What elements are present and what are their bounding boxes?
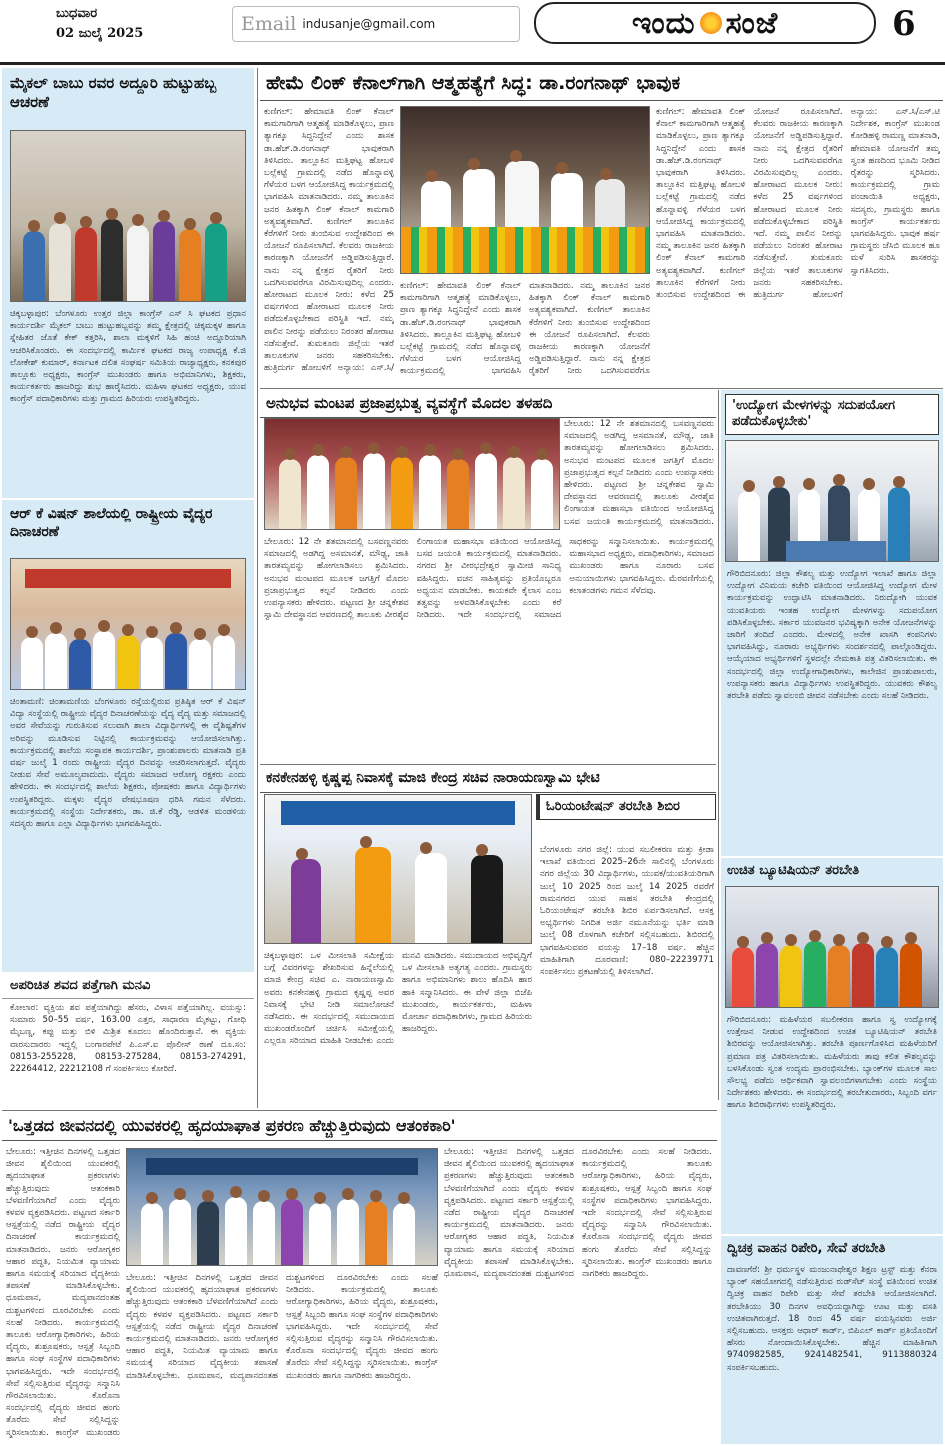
article-body: ಕೋಲಾರ: ವ್ಯಕ್ತಿಯ ಶವ ಪತ್ತೆಯಾಗಿದ್ದು ಹೆಸರು, ವಿಳಾಸ ಪತ್ತೆಯಾಗಿಲ್ಲ. ವಯಸ್ಸು: ಸುಮಾರು 50–55 ವರ್ಷ, 163.00 ಎತ್ತರ, ಸಾಧಾರಣ ಮೈಕಟ್ಟು, ಗೋಧಿ ಮೈಬಣ್ಣ, ಕಪ್ಪು ಮತ್ತು ಬಿಳಿ ಮಿಶ್ರಿತ ಕೂದಲು ಹೊಂದಿರುತ್ತಾನೆ. ಈ ವ್ಯಕ್ತಿಯ ವಾರಸುದಾರರು ಇದ್ದಲ್ಲಿ ಬಂಗಾರಪೇಟೆ ಪಿ.ಎಸ್.ಐ ಪೊಲೀಸ್ ಠಾಣೆ ದೂ.ಸಂ: 08153-255228, 08153-275284, 08153-274291, 22264412, 22212108 ಗೆ ಸಂಪರ್ಕಿಸಲು ಕೋರಿದೆ. xyxy=(10,1003,246,1075)
article-headline: ಓರಿಯಂಟೇಷನ್ ತರಬೇತಿ ಶಿಬಿರ xyxy=(536,794,716,820)
article-rk-vision xyxy=(2,500,254,972)
article-headline: ಅನುಭವ ಮಂಟಪ ಪ್ರಜಾಪ್ರಭುತ್ವ ವ್ಯವಸ್ಥೆಗೆ ಮೊದಲ ತಳಹದಿ xyxy=(260,390,716,418)
article-unknown-body xyxy=(2,974,254,1104)
article-body: ಚಿಂತಾಮಣಿ: ಚಿಂತಾಮಣಿಯ ಬೆಂಗಳೂರು ರಸ್ತೆಯಲ್ಲಿರುವ ಪ್ರತಿಷ್ಠಿತ ಆರ್ ಕೆ ವಿಷನ್ ವಿದ್ಯಾ ಸಂಸ್ಥೆಯಲ್ಲಿ ರಾಷ್ಟ್ರೀಯ ವೈದ್ಯರ ದಿನಾಚರಣೆಯನ್ನು ವೈದ್ಯ ವೈದ್ಯ ಮತ್ತು ಸಮಾಜದಲ್ಲಿ ಅವರ ಸೇವೆಯನ್ನು ಗುರುತಿಸುವ ಸಲುವಾಗಿ ಶಾಲಾ ವಿದ್ಯಾರ್ಥಿಗಳಲ್ಲಿ ಈ ವೈಶಿಷ್ಟತೆಗಳ ಅರಿವನ್ನು ಮೂಡಿಸುವ ನಿಟ್ಟಿನಲ್ಲಿ ಕಾರ್ಯಕ್ರಮವನ್ನು ಆಯೋಜಿಸಲಾಗಿತ್ತು. ಕಾರ್ಯಕ್ರಮದಲ್ಲಿ ಶಾಲೆಯ ಸಂಸ್ಥಾಪಕ ಕಾರ್ಯದರ್ಶಿ, ಪ್ರಾಂಶುಪಾಲರು ಮಾತನಾಡಿ ಪ್ರತಿ ವರ್ಷ ಜುಲೈ 1 ರಂದು ರಾಷ್ಟ್ರೀಯ ವೈದ್ಯರ ದಿನವನ್ನು ಆಚರಿಸಲಾಗುತ್ತದೆ. ವೈದ್ಯರು ನೀಡುವ ಸೇವೆ ಅಮೂಲ್ಯವಾದುದು. ವೈದ್ಯರು ಸಮಾಜದ ಆರೋಗ್ಯ ರಕ್ಷಕರು ಎಂದು ಹೇಳಿದರು. ಈ ಸಂದರ್ಭದಲ್ಲಿ ಶಾಲೆಯ ಶಿಕ್ಷಕರು, ಪೋಷಕರು ಹಾಗೂ ವಿದ್ಯಾರ್ಥಿಗಳು ಉಪಸ್ಥಿತರಿದ್ದರು. ಮಕ್ಕಳು ವೈದ್ಯರ ವೇಷಭೂಷಣ ಧರಿಸಿ ಗಮನ ಸೆಳೆದರು. ಕಾರ್ಯಕ್ರಮದಲ್ಲಿ ಸಂಸ್ಥೆಯ ನಿರ್ದೇಶಕರು, ಡಾ. ಜಿ.ಕೆ ರೆಡ್ಡಿ, ಆಡಳಿತ ಮಂಡಳಿಯ ಸದಸ್ಯರು ಹಾಗೂ ಎಲ್ಲಾ ವಿದ್ಯಾರ್ಥಿಗಳು ಭಾಗವಹಿಸಿದ್ದರು. xyxy=(10,697,246,830)
article-headline: ಮೈಕಲ್ ಬಾಬು ರವರ ಅದ್ದೂರಿ ಹುಟ್ಟುಹಬ್ಬ ಆಚರಣೆ xyxy=(10,74,217,111)
article-orientation-camp xyxy=(536,794,716,1106)
article-body-bottom: ಬೇಲೂರು: ಇತ್ತೀಚಿನ ದಿನಗಳಲ್ಲಿ ಒತ್ತಡದ ಜೀವನ ಶೈಲಿಯಿಂದ ಯುವಕರಲ್ಲಿ ಹೃದಯಾಘಾತ ಪ್ರಕರಣಗಳು ಹೆಚ್ಚುತ್ತಿರುವುದು ಆತಂಕಕಾರಿ ಬೆಳವಣಿಗೆಯಾಗಿದೆ ಎಂದು ವೈದ್ಯರು ಕಳವಳ ವ್ಯಕ್ತಪಡಿಸಿದರು. ಪಟ್ಟಣದ ಸರ್ಕಾರಿ ಆಸ್ಪತ್ರೆಯಲ್ಲಿ ನಡೆದ ರಾಷ್ಟ್ರೀಯ ವೈದ್ಯರ ದಿನಾಚರಣೆ ಕಾರ್ಯಕ್ರಮದಲ್ಲಿ ಮಾತನಾಡಿದರು. ಜನರು ಆರೋಗ್ಯಕರ ಆಹಾರ ಪದ್ಧತಿ, ನಿಯಮಿತ ವ್ಯಾಯಾಮ ಹಾಗೂ ಸಮಯಕ್ಕೆ ಸರಿಯಾದ ವೈದ್ಯಕೀಯ ತಪಾಸಣೆ ಮಾಡಿಸಿಕೊಳ್ಳಬೇಕು. ಧೂಮಪಾನ, ಮದ್ಯಪಾನದಂತಹ ದುಶ್ಚಟಗಳಿಂದ ದೂರವಿರಬೇಕು ಎಂದು ಸಲಹೆ ನೀಡಿದರು. ಕಾರ್ಯಕ್ರಮದಲ್ಲಿ ತಾಲೂಕು ಆರೋಗ್ಯಾಧಿಕಾರಿಗಳು, ಹಿರಿಯ ವೈದ್ಯರು, ಶುಶ್ರೂಷಕರು, ಆಸ್ಪತ್ರೆ ಸಿಬ್ಬಂದಿ ಹಾಗೂ ಸಂಘ ಸಂಸ್ಥೆಗಳ ಪದಾಧಿಕಾರಿಗಳು ಭಾಗವಹಿಸಿದ್ದರು. ಇದೇ ಸಂದರ್ಭದಲ್ಲಿ ಸೇವೆ ಸಲ್ಲಿಸುತ್ತಿರುವ ವೈದ್ಯರನ್ನು ಸನ್ಮಾನಿಸಿ ಗೌರವಿಸಲಾಯಿತು. ಕೊರೊನಾ ಸಂದರ್ಭದಲ್ಲಿ ವೈದ್ಯರು ಜೀವದ ಹಂಗು ತೊರೆದು ಸೇವೆ ಸಲ್ಲಿಸಿದ್ದನ್ನು ಸ್ಮರಿಸಲಾಯಿತು. ಕಾಂಗ್ರೆಸ್ ಮುಖಂಡರು ಹಾಗೂ ನಾಗರಿಕರು ಹಾಜರಿದ್ದರು. xyxy=(126,1273,438,1381)
sun-icon xyxy=(700,12,722,34)
article-body: ಗೌರಿಬಿದನೂರು: ಮಹಿಳೆಯರ ಸಬಲೀಕರಣ ಹಾಗೂ ಸ್ವ ಉದ್ಯೋಗಕ್ಕೆ ಉತ್ತೇಜನ ನೀಡುವ ಉದ್ದೇಶದಿಂದ ಉಚಿತ ಬ್ಯೂಟಿಷಿಯನ್ ತರಬೇತಿ ಶಿಬಿರವನ್ನು ಆಯೋಜಿಸಲಾಗಿತ್ತು. ತರಬೇತಿ ಪೂರ್ಣಗೊಳಿಸಿದ ಮಹಿಳೆಯರಿಗೆ ಪ್ರಮಾಣ ಪತ್ರ ವಿತರಿಸಲಾಯಿತು. ಮಹಿಳೆಯರು ತಾವು ಕಲಿತ ಕೌಶಲ್ಯವನ್ನು ಬಳಸಿಕೊಂಡು ಸ್ವಂತ ಉದ್ಯಮ ಪ್ರಾರಂಭಿಸಬೇಕು. ಬ್ಯಾಂಕ್‌ಗಳ ಮೂಲಕ ಸಾಲ ಸೌಲಭ್ಯ ಪಡೆದು ಆರ್ಥಿಕವಾಗಿ ಸ್ವಾವಲಂಬಿಗಳಾಗಬೇಕು ಎಂದು ಸಂಸ್ಥೆಯ ನಿರ್ದೇಶಕರು ಹೇಳಿದರು. ಈ ಸಂದರ್ಭದಲ್ಲಿ ತರಬೇತುದಾರರು, ಸಿಬ್ಬಂದಿ ವರ್ಗ ಹಾಗೂ ಶಿಬಿರಾರ್ಥಿಗಳು ಉಪಸ್ಥಿತರಿದ್ದರು. xyxy=(727,1015,937,1111)
article-headline: ಕನಕೇನಹಳ್ಳಿ ಕೃಷ್ಣಪ್ಪ ನಿವಾಸಕ್ಕೆ ಮಾಜಿ ಕೇಂದ್ರ ಸಚಿವ ನಾರಾಯಣಸ್ವಾಮಿ ಭೇಟಿ xyxy=(260,766,716,793)
article-photo xyxy=(10,558,246,690)
page-number: 6 xyxy=(892,4,916,44)
section-divider xyxy=(2,1110,717,1111)
article-body: ಗೌರಿಬಿದನೂರು: ಜಿಲ್ಲಾ ಕೌಶಲ್ಯ ಮತ್ತು ಉದ್ಯೋಗ ಇಲಾಖೆ ಹಾಗೂ ಜಿಲ್ಲಾ ಉದ್ಯೋಗ ವಿನಿಮಯ ಕಚೇರಿ ವತಿಯಿಂದ ಆಯೋಜಿಸಿದ್ದ ಉದ್ಯೋಗ ಮೇಳ ಕಾರ್ಯಕ್ರಮವನ್ನು ಉದ್ಘಾಟಿಸಿ ಮಾತನಾಡಿದರು. ನಿರುದ್ಯೋಗಿ ಯುವಕ ಯುವತಿಯರು ಇಂತಹ ಉದ್ಯೋಗ ಮೇಳಗಳನ್ನು ಸದುಪಯೋಗ ಪಡಿಸಿಕೊಳ್ಳಬೇಕು. ಸರ್ಕಾರ ಯುವಜನರ ಭವಿಷ್ಯಕ್ಕಾಗಿ ಅನೇಕ ಯೋಜನೆಗಳನ್ನು ಜಾರಿಗೆ ತಂದಿದೆ ಎಂದರು. ಮೇಳದಲ್ಲಿ ಅನೇಕ ಖಾಸಗಿ ಕಂಪನಿಗಳು ಭಾಗವಹಿಸಿದ್ದು, ನೂರಾರು ಅಭ್ಯರ್ಥಿಗಳು ಸಂದರ್ಶನದಲ್ಲಿ ಪಾಲ್ಗೊಂಡಿದ್ದರು. ಆಯ್ಕೆಯಾದ ಅಭ್ಯರ್ಥಿಗಳಿಗೆ ಸ್ಥಳದಲ್ಲೇ ನೇಮಕಾತಿ ಪತ್ರ ವಿತರಿಸಲಾಯಿತು. ಈ ಸಂದರ್ಭದಲ್ಲಿ ಜಿಲ್ಲಾ ಉದ್ಯೋಗಾಧಿಕಾರಿಗಳು, ಕಾಲೇಜಿನ ಪ್ರಾಂಶುಪಾಲರು, ಉಪನ್ಯಾಸಕರು ಹಾಗೂ ವಿದ್ಯಾರ್ಥಿಗಳು ಉಪಸ್ಥಿತರಿದ್ದರು. ಯುವಕರು ಕೌಶಲ್ಯ ತರಬೇತಿ ಪಡೆದು ಸ್ವಾವಲಂಬಿ ಜೀವನ ನಡೆಸಬೇಕು ಎಂದು ಸಲಹೆ ನೀಡಿದರು. xyxy=(727,569,937,702)
article-anubhava-mantapa xyxy=(260,390,716,762)
column-divider xyxy=(257,68,258,1108)
masthead-day: ಬುಧವಾರ xyxy=(56,6,98,21)
logo-text-right: ಸಂಜೆ xyxy=(725,5,779,41)
article-photo xyxy=(264,794,532,944)
section-divider xyxy=(260,388,943,389)
article-body: ಬೇಲೂರು: 12 ನೇ ಶತಮಾನದಲ್ಲಿ ಬಸವಣ್ಣನವರು ಸಮಾಜದಲ್ಲಿ ಅಡಗಿದ್ದ ಅಸಮಾನತೆ, ಮೌಢ್ಯ, ಜಾತಿ ತಾರತಮ್ಯವನ್ನು ಹೋಗಲಾಡಿಸಲು ಶ್ರಮಿಸಿದರು. ಅನುಭವ ಮಂಟಪದ ಮೂಲಕ ಜಗತ್ತಿಗೆ ಮೊದಲ ಪ್ರಜಾಪ್ರಭುತ್ವದ ಕಲ್ಪನೆ ನೀಡಿದರು ಎಂದು ಉಪನ್ಯಾಸಕರು ಹೇಳಿದರು. ಪಟ್ಟಣದ ಶ್ರೀ ಚನ್ನಕೇಶವ ಸ್ವಾಮಿ ದೇವಸ್ಥಾನದ ಆವರಣದಲ್ಲಿ ತಾಲೂಕು ವೀರಶೈವ ಲಿಂಗಾಯತ ಮಹಾಸಭಾ ವತಿಯಿಂದ ಆಯೋಜಿಸಿದ್ದ ಬಸವ ಜಯಂತಿ ಕಾರ್ಯಕ್ರಮದಲ್ಲಿ ಮಾತನಾಡಿದರು. ನಗರದ ಶ್ರೀ ವೀರಭದ್ರೇಶ್ವರ ಸ್ವಾಮೀಜಿ ಸಾನಿಧ್ಯ ವಹಿಸಿದ್ದರು. ವಚನ ಸಾಹಿತ್ಯವನ್ನು ಪ್ರತಿಯೊಬ್ಬರೂ ಅಧ್ಯಯನ ಮಾಡಬೇಕು. ಕಾಯಕವೇ ಕೈಲಾಸ ಎಂಬ ತತ್ವವನ್ನು ಅಳವಡಿಸಿಕೊಳ್ಳಬೇಕು ಎಂದು ಕರೆ ನೀಡಿದರು. ಇದೇ ಸಂದರ್ಭದಲ್ಲಿ ಸಮಾಜದ ಸಾಧಕರನ್ನು ಸನ್ಮಾನಿಸಲಾಯಿತು. ಕಾರ್ಯಕ್ರಮದಲ್ಲಿ ಮಹಾಸಭಾದ ಅಧ್ಯಕ್ಷರು, ಪದಾಧಿಕಾರಿಗಳು, ಸಮಾಜದ ಮುಖಂಡರು ಹಾಗೂ ನೂರಾರು ಬಸವ ಅನುಯಾಯಿಗಳು ಭಾಗವಹಿಸಿದ್ದರು. ಮೆರವಣಿಗೆಯಲ್ಲಿ ಕಲಾತಂಡಗಳು ಗಮನ ಸೆಳೆದವು. xyxy=(264,537,714,621)
article-body-right: ಬೇಲೂರು: ಇತ್ತೀಚಿನ ದಿನಗಳಲ್ಲಿ ಒತ್ತಡದ ಜೀವನ ಶೈಲಿಯಿಂದ ಯುವಕರಲ್ಲಿ ಹೃದಯಾಘಾತ ಪ್ರಕರಣಗಳು ಹೆಚ್ಚುತ್ತಿರುವುದು ಆತಂಕಕಾರಿ ಬೆಳವಣಿಗೆಯಾಗಿದೆ ಎಂದು ವೈದ್ಯರು ಕಳವಳ ವ್ಯಕ್ತಪಡಿಸಿದರು. ಪಟ್ಟಣದ ಸರ್ಕಾರಿ ಆಸ್ಪತ್ರೆಯಲ್ಲಿ ನಡೆದ ರಾಷ್ಟ್ರೀಯ ವೈದ್ಯರ ದಿನಾಚರಣೆ ಕಾರ್ಯಕ್ರಮದಲ್ಲಿ ಮಾತನಾಡಿದರು. ಜನರು ಆರೋಗ್ಯಕರ ಆಹಾರ ಪದ್ಧತಿ, ನಿಯಮಿತ ವ್ಯಾಯಾಮ ಹಾಗೂ ಸಮಯಕ್ಕೆ ಸರಿಯಾದ ವೈದ್ಯಕೀಯ ತಪಾಸಣೆ ಮಾಡಿಸಿಕೊಳ್ಳಬೇಕು. ಧೂಮಪಾನ, ಮದ್ಯಪಾನದಂತಹ ದುಶ್ಚಟಗಳಿಂದ ದೂರವಿರಬೇಕು ಎಂದು ಸಲಹೆ ನೀಡಿದರು. ಕಾರ್ಯಕ್ರಮದಲ್ಲಿ ತಾಲೂಕು ಆರೋಗ್ಯಾಧಿಕಾರಿಗಳು, ಹಿರಿಯ ವೈದ್ಯರು, ಶುಶ್ರೂಷಕರು, ಆಸ್ಪತ್ರೆ ಸಿಬ್ಬಂದಿ ಹಾಗೂ ಸಂಘ ಸಂಸ್ಥೆಗಳ ಪದಾಧಿಕಾರಿಗಳು ಭಾಗವಹಿಸಿದ್ದರು. ಇದೇ ಸಂದರ್ಭದಲ್ಲಿ ಸೇವೆ ಸಲ್ಲಿಸುತ್ತಿರುವ ವೈದ್ಯರನ್ನು ಸನ್ಮಾನಿಸಿ ಗೌರವಿಸಲಾಯಿತು. ಕೊರೊನಾ ಸಂದರ್ಭದಲ್ಲಿ ವೈದ್ಯರು ಜೀವದ ಹಂಗು ತೊರೆದು ಸೇವೆ ಸಲ್ಲಿಸಿದ್ದನ್ನು ಸ್ಮರಿಸಲಾಯಿತು. ಕಾಂಗ್ರೆಸ್ ಮುಖಂಡರು ಹಾಗೂ ನಾಗರಿಕರು ಹಾಜರಿದ್ದರು. xyxy=(444,1147,712,1280)
email-address[interactable]: indusanje@gmail.com xyxy=(302,17,436,31)
masthead-divider xyxy=(0,62,945,65)
column-divider xyxy=(718,390,719,1100)
newspaper-logo xyxy=(534,2,876,44)
masthead xyxy=(0,0,945,64)
article-body: ಚಿಕ್ಕಬಳ್ಳಾಪುರ: ಒಳ ಮೀಸಲಾತಿ ಸಮೀಕ್ಷೆಯ ಬಗ್ಗೆ ವಿವರಗಳನ್ನು ಶೇಖರಿಸುವ ಹಿನ್ನೆಲೆಯಲ್ಲಿ ಮಾಜಿ ಕೇಂದ್ರ ಸಚಿವ ಎ. ನಾರಾಯಣಸ್ವಾಮಿ ಅವರು ಕನಕೇನಹಳ್ಳಿ ಗ್ರಾಮದ ಕೃಷ್ಣಪ್ಪ ಅವರ ನಿವಾಸಕ್ಕೆ ಭೇಟಿ ನೀಡಿ ಸಮಾಲೋಚನೆ ನಡೆಸಿದರು. ಈ ಸಂದರ್ಭದಲ್ಲಿ ಸಮುದಾಯದ ಮುಖಂಡರೊಂದಿಗೆ ಚರ್ಚಿಸಿ ಸಮೀಕ್ಷೆಯಲ್ಲಿ ಎಲ್ಲರೂ ಸರಿಯಾದ ಮಾಹಿತಿ ನೀಡಬೇಕು ಎಂದು ಮನವಿ ಮಾಡಿದರು. ಸಮುದಾಯದ ಅಭಿವೃದ್ಧಿಗೆ ಒಳ ಮೀಸಲಾತಿ ಅತ್ಯಗತ್ಯ ಎಂದರು. ಗ್ರಾಮಸ್ಥರು ಹಾಗೂ ಅಭಿಮಾನಿಗಳು ಶಾಲು ಹೊದಿಸಿ ಹಾರ ಹಾಕಿ ಸನ್ಮಾನಿಸಿದರು. ಈ ವೇಳೆ ಜಿಲ್ಲಾ ಬಿಜೆಪಿ ಮುಖಂಡರು, ಕಾರ್ಯಕರ್ತರು, ಮಹಿಳಾ ಮೋರ್ಚಾ ಪದಾಧಿಕಾರಿಗಳು, ಗ್ರಾಮದ ಹಿರಿಯರು ಹಾಜರಿದ್ದರು. xyxy=(264,951,532,1047)
article-body-top-right: ಬೇಲೂರು: 12 ನೇ ಶತಮಾನದಲ್ಲಿ ಬಸವಣ್ಣನವರು ಸಮಾಜದಲ್ಲಿ ಅಡಗಿದ್ದ ಅಸಮಾನತೆ, ಮೌಢ್ಯ, ಜಾತಿ ತಾರತಮ್ಯವನ್ನು ಹೋಗಲಾಡಿಸಲು ಶ್ರಮಿಸಿದರು. ಅನುಭವ ಮಂಟಪದ ಮೂಲಕ ಜಗತ್ತಿಗೆ ಮೊದಲ ಪ್ರಜಾಪ್ರಭುತ್ವದ ಕಲ್ಪನೆ ನೀಡಿದರು ಎಂದು ಉಪನ್ಯಾಸಕರು ಹೇಳಿದರು. ಪಟ್ಟಣದ ಶ್ರೀ ಚನ್ನಕೇಶವ ಸ್ವಾಮಿ ದೇವಸ್ಥಾನದ ಆವರಣದಲ್ಲಿ ತಾಲೂಕು ವೀರಶೈವ ಲಿಂಗಾಯತ ಮಹಾಸಭಾ ವತಿಯಿಂದ ಆಯೋಜಿಸಿದ್ದ ಬಸವ ಜಯಂತಿ ಕಾರ್ಯಕ್ರಮದಲ್ಲಿ ಮಾತನಾಡಿದರು. xyxy=(564,419,714,527)
article-headline: 'ಒತ್ತಡದ ಜೀವನದಲ್ಲಿ ಯುವಕರಲ್ಲಿ ಹೃದಯಾಘಾತ ಪ್ರಕರಣ ಹೆಚ್ಚುತ್ತಿರುವುದು ಆತಂಕಕಾರಿ' xyxy=(2,1112,717,1141)
article-photo xyxy=(264,418,560,530)
email-label: Email xyxy=(241,13,297,35)
article-body: ಬೆಂಗಳೂರು ನಗರ ಜಿಲ್ಲೆ: ಯುವ ಸಬಲೀಕರಣ ಮತ್ತು ಕ್ರೀಡಾ ಇಲಾಖೆ ವತಿಯಿಂದ 2025–26ನೇ ಸಾಲಿನಲ್ಲಿ ಬೆಂಗಳೂರು ನಗರ ಜಿಲ್ಲೆಯ 30 ವಿದ್ಯಾರ್ಥಿಗಳು, ಯುವಕ/ಯುವತಿಯರಿಗಾಗಿ ಜುಲೈ 10 2025 ರಿಂದ ಜುಲೈ 14 2025 ರವರೆಗೆ ರಾಮನಗರದ ಯುವ ಸಾಹಸ ತರಬೇತಿ ಕೇಂದ್ರದಲ್ಲಿ ಓರಿಯಂಟೇಷನ್ ತರಬೇತಿ ಶಿಬಿರ ಏರ್ಪಡಿಸಲಾಗಿದೆ. ಆಸಕ್ತ ಅಭ್ಯರ್ಥಿಗಳು ನಿಗದಿತ ಅರ್ಜಿ ನಮೂನೆಯನ್ನು ಭರ್ತಿ ಮಾಡಿ ಜುಲೈ 08 ರೊಳಗಾಗಿ ಕಚೇರಿಗೆ ಸಲ್ಲಿಸಬಹುದು. ಶಿಬಿರದಲ್ಲಿ ಭಾಗವಹಿಸುವವರ ವಯಸ್ಸು 17–18 ವರ್ಷ. ಹೆಚ್ಚಿನ ಮಾಹಿತಿಗಾಗಿ ದೂರವಾಣಿ: 080–22239771 ಸಂಪರ್ಕಿಸಲು ಪ್ರಕಟಣೆಯಲ್ಲಿ ತಿಳಿಸಲಾಗಿದೆ. xyxy=(540,845,714,978)
article-headline: ಆರ್ ಕೆ ವಿಷನ್ ಶಾಲೆಯಲ್ಲಿ ರಾಷ್ಟ್ರೀಯ ವೈದ್ಯರ ದಿನಾಚರಣೆ xyxy=(10,506,213,540)
email-box xyxy=(232,6,520,42)
masthead-date: 02 ಜುಲೈ 2025 xyxy=(56,26,144,41)
article-headline: 'ಉದ್ಯೋಗ ಮೇಳಗಳನ್ನು ಸದುಪಯೋಗ ಪಡೆದುಕೊಳ್ಳಬೇಕು' xyxy=(725,394,939,435)
article-michael-birthday xyxy=(2,68,254,498)
article-photo xyxy=(725,886,939,1008)
article-headline: ಹೇಮೆ ಲಿಂಕ್ ಕೆನಾಲ್‌ಗಾಗಿ ಆತ್ಮಹತ್ಯೆಗೆ ಸಿದ್ಧ: ಡಾ.ರಂಗನಾಥ್ ಭಾವುಕ xyxy=(260,68,943,101)
article-headline: ಅಪರಿಚಿತ ಶವದ ಪತ್ತೆಗಾಗಿ ಮನವಿ xyxy=(2,974,254,999)
article-headline: ದ್ವಿಚಕ್ರ ವಾಹನ ರಿಪೇರಿ, ಸೇವೆ ತರಬೇತಿ xyxy=(727,1241,886,1256)
article-headline: ಉಚಿತ ಬ್ಯೂಟಿಷಿಯನ್ ತರಬೇತಿ xyxy=(727,863,860,878)
logo-text-left: ಇಂದು xyxy=(631,5,696,41)
article-photo xyxy=(126,1148,438,1266)
article-hemavati-canal xyxy=(260,68,943,386)
article-photo xyxy=(400,106,650,274)
article-udyoga-mela xyxy=(721,390,943,856)
article-body-left: ಬೇಲೂರು: ಇತ್ತೀಚಿನ ದಿನಗಳಲ್ಲಿ ಒತ್ತಡದ ಜೀವನ ಶೈಲಿಯಿಂದ ಯುವಕರಲ್ಲಿ ಹೃದಯಾಘಾತ ಪ್ರಕರಣಗಳು ಹೆಚ್ಚುತ್ತಿರುವುದು ಆತಂಕಕಾರಿ ಬೆಳವಣಿಗೆಯಾಗಿದೆ ಎಂದು ವೈದ್ಯರು ಕಳವಳ ವ್ಯಕ್ತಪಡಿಸಿದರು. ಪಟ್ಟಣದ ಸರ್ಕಾರಿ ಆಸ್ಪತ್ರೆಯಲ್ಲಿ ನಡೆದ ರಾಷ್ಟ್ರೀಯ ವೈದ್ಯರ ದಿನಾಚರಣೆ ಕಾರ್ಯಕ್ರಮದಲ್ಲಿ ಮಾತನಾಡಿದರು. ಜನರು ಆರೋಗ್ಯಕರ ಆಹಾರ ಪದ್ಧತಿ, ನಿಯಮಿತ ವ್ಯಾಯಾಮ ಹಾಗೂ ಸಮಯಕ್ಕೆ ಸರಿಯಾದ ವೈದ್ಯಕೀಯ ತಪಾಸಣೆ ಮಾಡಿಸಿಕೊಳ್ಳಬೇಕು. ಧೂಮಪಾನ, ಮದ್ಯಪಾನದಂತಹ ದುಶ್ಚಟಗಳಿಂದ ದೂರವಿರಬೇಕು ಎಂದು ಸಲಹೆ ನೀಡಿದರು. ಕಾರ್ಯಕ್ರಮದಲ್ಲಿ ತಾಲೂಕು ಆರೋಗ್ಯಾಧಿಕಾರಿಗಳು, ಹಿರಿಯ ವೈದ್ಯರು, ಶುಶ್ರೂಷಕರು, ಆಸ್ಪತ್ರೆ ಸಿಬ್ಬಂದಿ ಹಾಗೂ ಸಂಘ ಸಂಸ್ಥೆಗಳ ಪದಾಧಿಕಾರಿಗಳು ಭಾಗವಹಿಸಿದ್ದರು. ಇದೇ ಸಂದರ್ಭದಲ್ಲಿ ಸೇವೆ ಸಲ್ಲಿಸುತ್ತಿರುವ ವೈದ್ಯರನ್ನು ಸನ್ಮಾನಿಸಿ ಗೌರವಿಸಲಾಯಿತು. ಕೊರೊನಾ ಸಂದರ್ಭದಲ್ಲಿ ವೈದ್ಯರು ಜೀವದ ಹಂಗು ತೊರೆದು ಸೇವೆ ಸಲ್ಲಿಸಿದ್ದನ್ನು ಸ್ಮರಿಸಲಾಯಿತು. ಕಾಂಗ್ರೆಸ್ ಮುಖಂಡರು xyxy=(6,1147,120,1438)
article-body: ದಾವಣಗೆರೆ: ಶ್ರೀ ಧರ್ಮಸ್ಥಳ ಮಂಜುನಾಥೇಶ್ವರ ಶಿಕ್ಷಣ ಟ್ರಸ್ಟ್ ಮತ್ತು ಕೆನರಾ ಬ್ಯಾಂಕ್ ಸಹಯೋಗದಲ್ಲಿ ನಡೆಸುತ್ತಿರುವ ರುಡ್‌ಸೆಟ್ ಸಂಸ್ಥೆ ವತಿಯಿಂದ ಉಚಿತ ದ್ವಿಚಕ್ರ ವಾಹನ ರಿಪೇರಿ ಮತ್ತು ಸೇವೆ ತರಬೇತಿ ಆಯೋಜಿಸಲಾಗಿದೆ. ತರಬೇತಿಯು 30 ದಿನಗಳ ಅವಧಿಯದ್ದಾಗಿದ್ದು ಊಟ ಮತ್ತು ವಸತಿ ಉಚಿತವಾಗಿರುತ್ತದೆ. 18 ರಿಂದ 45 ವರ್ಷ ವಯಸ್ಸಿನವರು ಅರ್ಜಿ ಸಲ್ಲಿಸಬಹುದು. ಆಸಕ್ತರು ಆಧಾರ್ ಕಾರ್ಡ್, ಬಿಪಿಎಲ್ ಕಾರ್ಡ್ ಪ್ರತಿಯೊಂದಿಗೆ ಹೆಸರು ನೋಂದಾಯಿಸಿಕೊಳ್ಳಬೇಕು. ಹೆಚ್ಚಿನ ಮಾಹಿತಿಗಾಗಿ 9740982585, 9241482541, 9113880324 ಸಂಪರ್ಕಿಸಬಹುದು. xyxy=(727,1265,937,1373)
section-divider xyxy=(260,764,716,765)
article-body-right: ಕುಣಿಗಲ್: ಹೇಮಾವತಿ ಲಿಂಕ್ ಕೆನಾಲ್ ಕಾಮಗಾರಿಗಾಗಿ ಆತ್ಮಹತ್ಯೆ ಮಾಡಿಕೊಳ್ಳಲು, ಪ್ರಾಣ ತ್ಯಾಗಕ್ಕೂ ಸಿದ್ಧನಿದ್ದೇನೆ ಎಂದು ಶಾಸಕ ಡಾ.ಹೆಚ್.ಡಿ.ರಂಗನಾಥ್ ಭಾವುಕರಾಗಿ ತಿಳಿಸಿದರು. ತಾಲ್ಲೂಕಿನ ಮತ್ತಿಘಟ್ಟ ಹೋಬಳಿ ಬಲ್ಲೆಕಟ್ಟೆ ಗ್ರಾಮದಲ್ಲಿ ನಡೆದ ಹೊನ್ನಾವಳ್ಳಿ ಗೆಳೆಯರ ಬಳಗ ಆಯೋಜಿಸಿದ್ದ ಕಾರ್ಯಕ್ರಮದಲ್ಲಿ ಭಾಗವಹಿಸಿ ಮಾತನಾಡಿದರು. ನಮ್ಮ ತಾಲೂಕಿನ ಜನರ ಹಿತಕ್ಕಾಗಿ ಲಿಂಕ್ ಕೆನಾಲ್ ಕಾಮಗಾರಿ ಅತ್ಯವಶ್ಯಕವಾಗಿದೆ. ಕುಣಿಗಲ್ ತಾಲೂಕಿನ ಕೆರೆಗಳಿಗೆ ನೀರು ತುಂಬಿಸುವ ಉದ್ದೇಶದಿಂದ ಈ ಯೋಜನೆ ರೂಪಿಸಲಾಗಿದೆ. ಕೆಲವರು ರಾಜಕೀಯ ಕಾರಣಕ್ಕಾಗಿ ಯೋಜನೆಗೆ ಅಡ್ಡಿಪಡಿಸುತ್ತಿದ್ದಾರೆ. ನಾನು ನನ್ನ ಕ್ಷೇತ್ರದ ರೈತರಿಗೆ ನೀರು ಒದಗಿಸುವವರೆಗೂ ವಿರಮಿಸುವುದಿಲ್ಲ ಎಂದರು. ಹೋರಾಟದ ಮೂಲಕ ನೀರು: ಕಳೆದ 25 ವರ್ಷಗಳಿಂದ ಹೋರಾಟದ ಮೂಲಕ ನೀರು ಪಡೆದುಕೊಳ್ಳಬೇಕಾದ ಪರಿಸ್ಥಿತಿ ಇದೆ. ನಮ್ಮ ಪಾಲಿನ ನೀರನ್ನು ಪಡೆಯಲು ನಿರಂತರ ಹೋರಾಟ ನಡೆಸುತ್ತೇವೆ. ತುಮಕೂರು ಜಿಲ್ಲೆಯ ಇತರೆ ತಾಲೂಕುಗಳ ಜನರು ಸಹಕರಿಸಬೇಕು. ಹುತ್ರಿದುರ್ಗ ಹೋಬಳಿಗೆ ಅನ್ಯಾಯ: ಎಸ್.ಸಿ/ಎಸ್.ಟಿ ನಿರ್ದೇಶಕ, ಕಾಂಗ್ರೆಸ್ ಮುಖಂಡ ಕೋಡಿಹಳ್ಳಿ ರಾಮಣ್ಣ ಮಾತನಾಡಿ, ಹೇಮಾವತಿ ಯೋಜನೆಗೆ ತಮ್ಮ ಸ್ವಂತ ಹಣದಿಂದ ಭೂಮಿ ನೀಡಿದ ರೈತರನ್ನು ಸ್ಮರಿಸಿದರು. ಕಾರ್ಯಕ್ರಮದಲ್ಲಿ ಗ್ರಾಮ ಪಂಚಾಯಿತಿ ಅಧ್ಯಕ್ಷರು, ಸದಸ್ಯರು, ಗ್ರಾಮಸ್ಥರು ಹಾಗೂ ಕಾಂಗ್ರೆಸ್ ಕಾರ್ಯಕರ್ತರು ಭಾಗವಹಿಸಿದ್ದರು. ಭಾವುಕ ಹರ್ಷ ಗ್ರಾಮಸ್ಥರು ಜೆಸಿಬಿ ಮೂಲಕ ಹೂ ಮಳೆ ಸುರಿಸಿ ಶಾಸಕರನ್ನು ಸ್ವಾಗತಿಸಿದರು. xyxy=(656,107,940,301)
article-body: ಚಿಕ್ಕಬಳ್ಳಾಪುರ: ಬೆಂಗಳೂರು ಉತ್ತರ ಜಿಲ್ಲಾ ಕಾಂಗ್ರೆಸ್ ಎಸ್ ಸಿ ಘಟಕದ ಪ್ರಧಾನ ಕಾರ್ಯದರ್ಶಿ ಮೈಕಲ್ ಬಾಬು ಹುಟ್ಟುಹಬ್ಬವನ್ನು ತಮ್ಮ ಕ್ಷೇತ್ರದಲ್ಲಿ ಚಿಕ್ಕಮಕ್ಕಳ ಹಾಗೂ ಸ್ನೇಹಿತರ ಜೊತೆ ಕೇಕ್ ಕತ್ತರಿಸಿ, ಶಾಲಾ ಮಕ್ಕಳಿಗೆ ಸಿಹಿ ಹಂಚಿ ಅದ್ದೂರಿಯಾಗಿ ಆಚರಿಸಿಕೊಂಡರು. ಈ ಸಂದರ್ಭದಲ್ಲಿ ಕಾರ್ಮಿಕ ಘಟಕದ ರಾಜ್ಯ ಉಪಾಧ್ಯಕ್ಷ ಕೆ.ಜಿ ಲೋಕೇಶ್ ಕುಮಾರ್, ಕರ್ನಾಟಕ ದಲಿತ ಸಂಘರ್ಷ ಸಮಿತಿಯ ರಾಜ್ಯಾಧ್ಯಕ್ಷರು, ಕನಕಪುರ ತಾಲ್ಲೂಕು ಅಧ್ಯಕ್ಷರು, ಕಾಂಗ್ರೆಸ್ ಮುಖಂಡರು ಹಾಗೂ ಅಭಿಮಾನಿಗಳು, ಶಿಕ್ಷಕರು, ಕಾರ್ಯಕರ್ತರು ಹಾಜರಿದ್ದು ಶುಭ ಹಾರೈಸಿದರು. ಮಹಿಳಾ ಘಟಕದ ಅಧ್ಯಕ್ಷರು, ಯುವ ಕಾಂಗ್ರೆಸ್ ಪದಾಧಿಕಾರಿಗಳು ಮತ್ತು ಗ್ರಾಮದ ಹಿರಿಯರು ಉಪಸ್ಥಿತರಿದ್ದರು. xyxy=(10,309,246,405)
article-heart-attack xyxy=(2,1112,717,1444)
article-two-wheeler-training xyxy=(721,1236,943,1444)
article-body-bottom: ಕುಣಿಗಲ್: ಹೇಮಾವತಿ ಲಿಂಕ್ ಕೆನಾಲ್ ಕಾಮಗಾರಿಗಾಗಿ ಆತ್ಮಹತ್ಯೆ ಮಾಡಿಕೊಳ್ಳಲು, ಪ್ರಾಣ ತ್ಯಾಗಕ್ಕೂ ಸಿದ್ಧನಿದ್ದೇನೆ ಎಂದು ಶಾಸಕ ಡಾ.ಹೆಚ್.ಡಿ.ರಂಗನಾಥ್ ಭಾವುಕರಾಗಿ ತಿಳಿಸಿದರು. ತಾಲ್ಲೂಕಿನ ಮತ್ತಿಘಟ್ಟ ಹೋಬಳಿ ಬಲ್ಲೆಕಟ್ಟೆ ಗ್ರಾಮದಲ್ಲಿ ನಡೆದ ಹೊನ್ನಾವಳ್ಳಿ ಗೆಳೆಯರ ಬಳಗ ಆಯೋಜಿಸಿದ್ದ ಕಾರ್ಯಕ್ರಮದಲ್ಲಿ ಭಾಗವಹಿಸಿ ಮಾತನಾಡಿದರು. ನಮ್ಮ ತಾಲೂಕಿನ ಜನರ ಹಿತಕ್ಕಾಗಿ ಲಿಂಕ್ ಕೆನಾಲ್ ಕಾಮಗಾರಿ ಅತ್ಯವಶ್ಯಕವಾಗಿದೆ. ಕುಣಿಗಲ್ ತಾಲೂಕಿನ ಕೆರೆಗಳಿಗೆ ನೀರು ತುಂಬಿಸುವ ಉದ್ದೇಶದಿಂದ ಈ ಯೋಜನೆ ರೂಪಿಸಲಾಗಿದೆ. ಕೆಲವರು ರಾಜಕೀಯ ಕಾರಣಕ್ಕಾಗಿ ಯೋಜನೆಗೆ ಅಡ್ಡಿಪಡಿಸುತ್ತಿದ್ದಾರೆ. ನಾನು ನನ್ನ ಕ್ಷೇತ್ರದ ರೈತರಿಗೆ ನೀರು ಒದಗಿಸುವವರೆಗೂ xyxy=(400,281,650,377)
article-photo xyxy=(725,440,939,562)
article-beautician-training xyxy=(721,858,943,1234)
article-body-left: ಕುಣಿಗಲ್: ಹೇಮಾವತಿ ಲಿಂಕ್ ಕೆನಾಲ್ ಕಾಮಗಾರಿಗಾಗಿ ಆತ್ಮಹತ್ಯೆ ಮಾಡಿಕೊಳ್ಳಲು, ಪ್ರಾಣ ತ್ಯಾಗಕ್ಕೂ ಸಿದ್ಧನಿದ್ದೇನೆ ಎಂದು ಶಾಸಕ ಡಾ.ಹೆಚ್.ಡಿ.ರಂಗನಾಥ್ ಭಾವುಕರಾಗಿ ತಿಳಿಸಿದರು. ತಾಲ್ಲೂಕಿನ ಮತ್ತಿಘಟ್ಟ ಹೋಬಳಿ ಬಲ್ಲೆಕಟ್ಟೆ ಗ್ರಾಮದಲ್ಲಿ ನಡೆದ ಹೊನ್ನಾವಳ್ಳಿ ಗೆಳೆಯರ ಬಳಗ ಆಯೋಜಿಸಿದ್ದ ಕಾರ್ಯಕ್ರಮದಲ್ಲಿ ಭಾಗವಹಿಸಿ ಮಾತನಾಡಿದರು. ನಮ್ಮ ತಾಲೂಕಿನ ಜನರ ಹಿತಕ್ಕಾಗಿ ಲಿಂಕ್ ಕೆನಾಲ್ ಕಾಮಗಾರಿ ಅತ್ಯವಶ್ಯಕವಾಗಿದೆ. ಕುಣಿಗಲ್ ತಾಲೂಕಿನ ಕೆರೆಗಳಿಗೆ ನೀರು ತುಂಬಿಸುವ ಉದ್ದೇಶದಿಂದ ಈ ಯೋಜನೆ ರೂಪಿಸಲಾಗಿದೆ. ಕೆಲವರು ರಾಜಕೀಯ ಕಾರಣಕ್ಕಾಗಿ ಯೋಜನೆಗೆ ಅಡ್ಡಿಪಡಿಸುತ್ತಿದ್ದಾರೆ. ನಾನು ನನ್ನ ಕ್ಷೇತ್ರದ ರೈತರಿಗೆ ನೀರು ಒದಗಿಸುವವರೆಗೂ ವಿರಮಿಸುವುದಿಲ್ಲ ಎಂದರು. ಹೋರಾಟದ ಮೂಲಕ ನೀರು: ಕಳೆದ 25 ವರ್ಷಗಳಿಂದ ಹೋರಾಟದ ಮೂಲಕ ನೀರು ಪಡೆದುಕೊಳ್ಳಬೇಕಾದ ಪರಿಸ್ಥಿತಿ ಇದೆ. ನಮ್ಮ ಪಾಲಿನ ನೀರನ್ನು ಪಡೆಯಲು ನಿರಂತರ ಹೋರಾಟ ನಡೆಸುತ್ತೇವೆ. ತುಮಕೂರು ಜಿಲ್ಲೆಯ ಇತರೆ ತಾಲೂಕುಗಳ ಜನರು ಸಹಕರಿಸಬೇಕು. ಹುತ್ರಿದುರ್ಗ ಹೋಬಳಿಗೆ ಅನ್ಯಾಯ: ಎಸ್.ಸಿ/ xyxy=(264,107,394,374)
article-photo xyxy=(10,130,246,302)
